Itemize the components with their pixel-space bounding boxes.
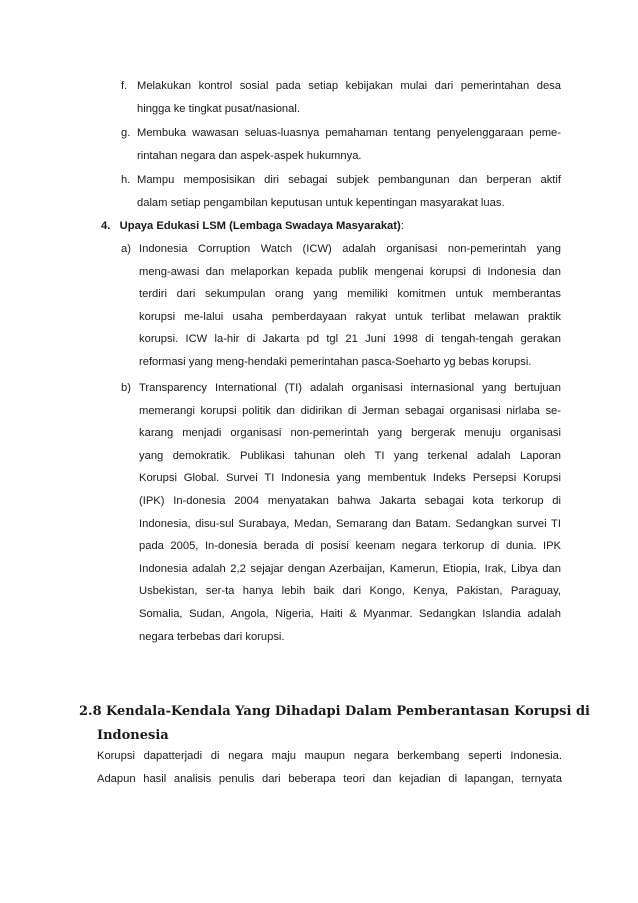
list-item-line: meng-awasi dan melaporkan kepada publik mengenai korupsi di Indonesia dan <box>139 265 561 278</box>
list-item-line: negara terbebas dari korupsi. <box>139 630 285 643</box>
list-marker: g. <box>121 127 131 139</box>
section-title-line-2: Indonesia <box>97 728 169 743</box>
list-marker: b) <box>121 382 131 394</box>
list-item-line: pada 2005, In-donesia berada di posisi keenam negara terkorup di dunia. IPK <box>139 540 561 553</box>
body-line: Adapun hasil analisis penulis dari beberapa teori dan kejadian di lapangan, ternyata <box>97 772 562 785</box>
list-item-b <box>121 377 561 648</box>
list-item-line: terdiri dari sekumpulan orang yang memiliki komitmen untuk memberantas <box>139 288 561 301</box>
list-item-g <box>121 122 561 167</box>
list-item-line: Transparency International (TI) adalah organisasi internasional yang bertujuan <box>139 382 561 394</box>
section-title-line-1: Kendala-Kendala Yang Dihadapi Dalam Pemberantasan Korupsi di <box>106 704 590 719</box>
list-marker: f. <box>121 80 128 92</box>
list-item-line: Melakukan kontrol sosial pada setiap kebijakan mulai dari pemerintahan desa <box>137 80 561 92</box>
body-line: Korupsi dapatterjadi di negara maju maupun negara berkembang seperti Indonesia. <box>97 750 562 762</box>
list-item-line: korupsi. ICW la-hir di Jakarta pd tgl 21 Juni 1998 di tengah-tengah gerakan <box>139 333 561 346</box>
list-marker: h. <box>121 174 131 186</box>
list-item-a <box>121 238 561 374</box>
list-item-line: Indonesia, disu-sul Surabaya, Medan, Semarang dan Batam. Sedangkan survei TI <box>139 517 561 530</box>
list-item-line: Korupsi Global. Survei TI Indonesia yang membentuk Indeks Persepsi Korupsi <box>139 472 561 485</box>
list-item-line: Mampu memposisikan diri sebagai subjek pembangunan dan berperan aktif <box>137 174 561 186</box>
body-paragraph <box>97 745 562 790</box>
list-item-line: Indonesia Corruption Watch (ICW) adalah organisasi non-pemerintah yang <box>139 243 561 255</box>
list-item-line: reformasi yang meng-hendaki pemerintahan pasca-Soeharto yg bebas korupsi. <box>139 355 532 368</box>
list-item-line: Indonesia adalah 2,2 sejajar dengan Azerbaijan, Kamerun, Etiopia, Irak, Libya dan <box>139 562 561 575</box>
list-item-f <box>121 75 561 120</box>
section-number: 2.8 <box>79 704 102 719</box>
section-4-heading <box>101 215 404 238</box>
list-marker: a) <box>121 243 131 255</box>
list-item-line: Membuka wawasan seluas-luasnya pemahaman tentang penyelenggaraan peme- <box>137 127 561 139</box>
section-2-8-heading <box>79 700 590 748</box>
list-item-line: korupsi me-lalui usaha pemberdayaan rakyat untuk terlibat melawan praktik <box>139 310 561 323</box>
list-item-line: rintahan negara dan aspek-aspek hukumnya. <box>137 149 362 162</box>
list-item-line: Usbekistan, ser-ta hanya lebih baik dari Kongo, Kenya, Pakistan, Paraguay, <box>139 585 561 598</box>
list-item-line: hingga ke tingkat pusat/nasional. <box>137 102 300 115</box>
section-colon: : <box>400 220 404 232</box>
list-item-h <box>121 169 561 214</box>
list-item-line: karang menjadi organisasi non-pemerintah yang bergerak menuju organisasi <box>139 427 561 440</box>
list-item-line: (IPK) In-donesia 2004 menyatakan bahwa Jakarta sebagai kota terkorup di <box>139 494 561 507</box>
list-item-line: memerangi korupsi politik dan didirikan di Jerman sebagai organisasi nirlaba se- <box>139 404 561 417</box>
list-item-line: dalam setiap pengambilan keputusan untuk kepentingan masyarakat luas. <box>137 196 505 209</box>
section-number: 4. <box>101 220 111 232</box>
list-item-line: yang demokratik. Publikasi tahunan oleh TI yang terkenal adalah Laporan <box>139 449 561 462</box>
section-title: Upaya Edukasi LSM (Lembaga Swadaya Masyarakat) <box>119 220 401 232</box>
list-item-line: Somalia, Sudan, Angola, Nigeria, Haiti & Myanmar. Sedangkan Islandia adalah <box>139 607 561 620</box>
